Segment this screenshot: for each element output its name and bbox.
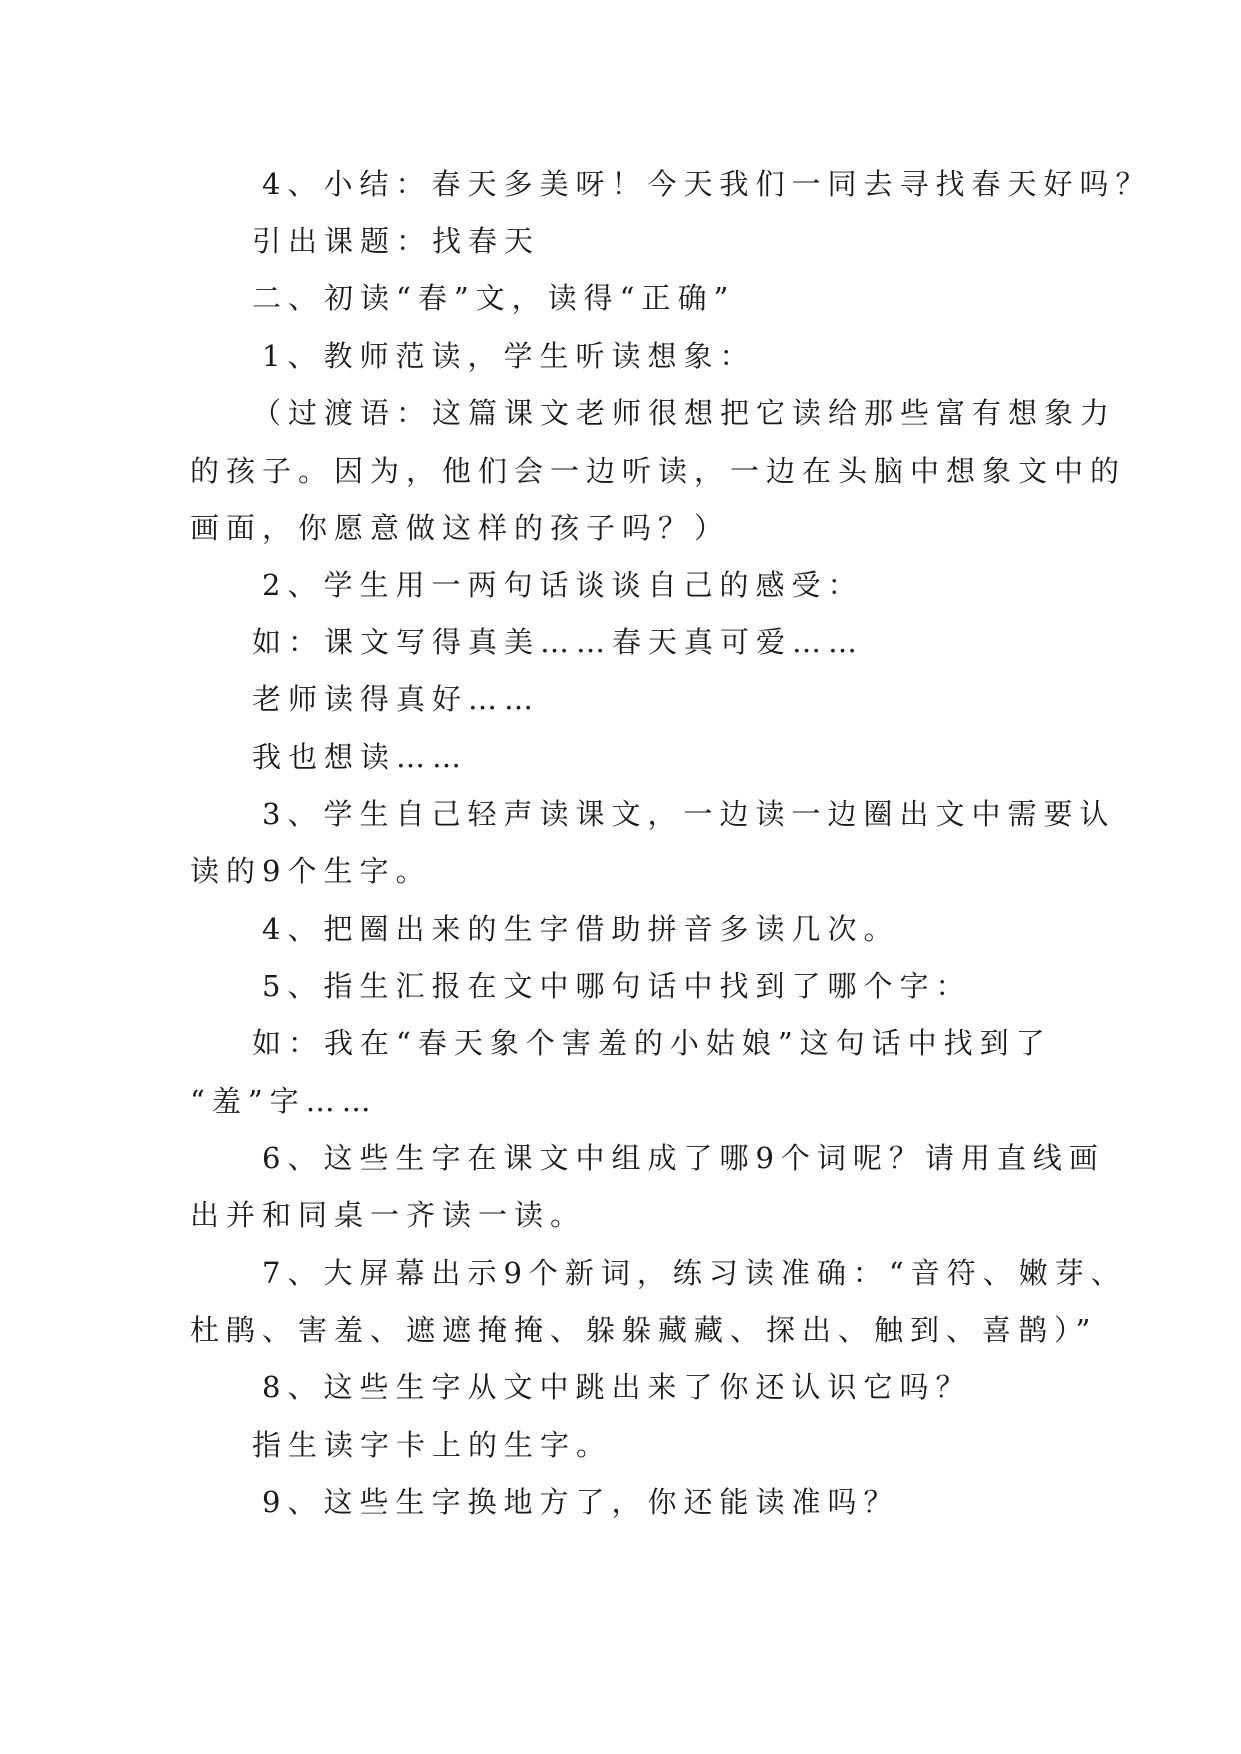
text-line: 的孩子。因为，他们会一边听读，一边在头脑中想象文中的 xyxy=(190,454,1127,488)
text-line: 2、学生用一两句话谈谈自己的感受： xyxy=(262,568,864,602)
text-line: 杜鹃、害羞、遮遮掩掩、躲躲藏藏、探出、触到、喜鹊）” xyxy=(190,1313,1098,1347)
text-line: 二、初读“春”文，读得“正确” xyxy=(252,281,736,315)
text-line: 画面，你愿意做这样的孩子吗？） xyxy=(190,511,731,545)
text-line: 4、小结：春天多美呀！今天我们一同去寻找春天好吗？ xyxy=(262,167,1152,201)
text-line: 如：课文写得真美……春天真可爱…… xyxy=(252,625,865,659)
text-line: “羞”字…… xyxy=(190,1084,378,1118)
text-line: （过渡语：这篇课文老师很想把它读给那些富有想象力 xyxy=(252,396,1117,430)
text-line: 如：我在“春天象个害羞的小姑娘”这句话中找到了 xyxy=(252,1026,1052,1060)
text-line: 指生读字卡上的生字。 xyxy=(252,1428,613,1462)
text-line: 3、学生自己轻声读课文，一边读一边圈出文中需要认 xyxy=(262,797,1116,831)
text-line: 5、指生汇报在文中哪句话中找到了哪个字： xyxy=(262,969,972,1003)
text-line: 9、这些生字换地方了，你还能读准吗？ xyxy=(262,1485,900,1519)
text-line: 老师读得真好…… xyxy=(252,682,541,716)
text-line: 读的9个生字。 xyxy=(190,854,432,888)
text-line: 4、把圈出来的生字借助拼音多读几次。 xyxy=(262,912,900,946)
text-line: 8、这些生字从文中跳出来了你还认识它吗？ xyxy=(262,1370,972,1404)
text-line: 引出课题：找春天 xyxy=(252,224,541,258)
text-line: 出并和同桌一齐读一读。 xyxy=(190,1198,587,1232)
text-line: 我也想读…… xyxy=(252,740,469,774)
text-line: 7、大屏幕出示9个新词，练习读准确：“音符、嫩芽、 xyxy=(262,1256,1127,1290)
text-line: 1、教师范读，学生听读想象： xyxy=(262,339,756,373)
text-line: 6、这些生字在课文中组成了哪9个词呢？请用直线画 xyxy=(262,1141,1105,1175)
